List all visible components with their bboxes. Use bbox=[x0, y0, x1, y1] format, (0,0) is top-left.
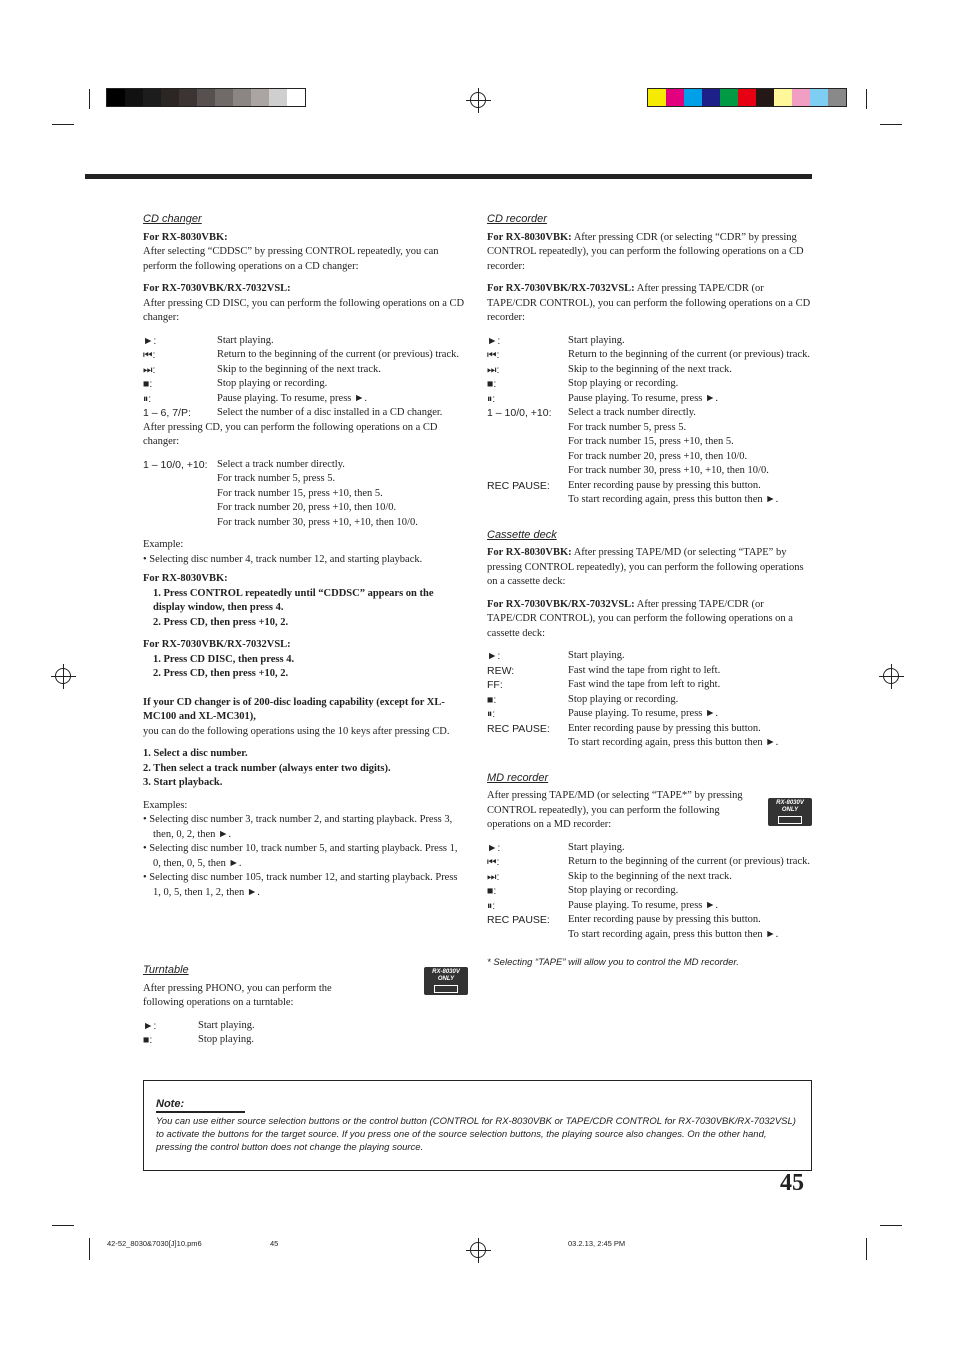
operation-row bbox=[143, 1033, 468, 1048]
text-line: To start recording again, press this button then ►. bbox=[568, 737, 779, 748]
color-swatch bbox=[684, 89, 702, 106]
procedure-steps bbox=[143, 747, 468, 791]
operation-row bbox=[487, 899, 812, 914]
key-label: ⏸: bbox=[487, 708, 496, 720]
procedure-step: 2. Press CD, then press +10, 2. bbox=[153, 616, 289, 628]
cassette-paragraph: For RX-7030VBK/RX-7032VSL: After pressing TAPE/CDR (or TAPE/CDR CONTROL), you can perform the following operations on a cassette deck: bbox=[487, 598, 793, 639]
procedure-heading: For RX-8030VBK: bbox=[143, 573, 228, 584]
text-line: For track number 20, press +10, then 10/0. bbox=[568, 450, 748, 462]
cd-changer-paragraph: After pressing CD DISC, you can perform the following operations on a CD changer: bbox=[143, 297, 465, 323]
operation-row bbox=[143, 363, 468, 378]
color-swatch bbox=[666, 89, 684, 106]
operation-row bbox=[487, 334, 812, 349]
turntable-operations bbox=[143, 1019, 468, 1048]
key-label: ⏸: bbox=[487, 899, 496, 912]
right-column bbox=[487, 212, 812, 971]
key-description: Return to the beginning of the current (or previous) track. bbox=[217, 349, 460, 360]
color-swatch bbox=[756, 89, 774, 106]
registration-mark-icon bbox=[883, 668, 899, 684]
operation-row bbox=[487, 870, 812, 885]
examples-list bbox=[143, 813, 468, 900]
cd-recorder-heading: CD recorder bbox=[487, 213, 547, 225]
key-description: Stop playing. bbox=[198, 1034, 255, 1045]
color-swatch bbox=[251, 89, 269, 106]
color-swatch bbox=[269, 89, 287, 106]
page-number: 45 bbox=[780, 1170, 804, 1196]
procedure-steps bbox=[143, 653, 468, 682]
registration-mark-icon bbox=[470, 1242, 486, 1258]
color-swatch bbox=[143, 89, 161, 106]
cd-changer-number-keys bbox=[143, 458, 468, 531]
procedure-heading: For RX-7030VBK/RX-7032VSL: bbox=[143, 639, 291, 650]
md-operations bbox=[487, 841, 812, 914]
note-title: Note: bbox=[156, 1098, 185, 1110]
text-line: Enter recording pause by pressing this button. bbox=[568, 722, 761, 734]
cd-recorder-paragraph: For RX-7030VBK/RX-7032VSL: After pressing TAPE/CDR (or TAPE/CDR CONTROL), you can perform the following operations on a CD recorder: bbox=[487, 283, 811, 323]
key-description: Fast wind the tape from left to right. bbox=[568, 679, 721, 690]
procedure-step: 1. Press CD DISC, then press 4. bbox=[153, 653, 295, 665]
operation-row bbox=[487, 693, 812, 708]
key-label: ■: bbox=[143, 378, 153, 390]
color-swatch bbox=[197, 89, 215, 106]
operation-row bbox=[487, 348, 812, 363]
key-description: Stop playing or recording. bbox=[568, 378, 679, 389]
text-line: For track number 30, press +10, +10, then 10/0. bbox=[217, 516, 418, 528]
example-item: • Selecting disc number 3, track number 2, and starting playback. Press 3, then, 0, 2, then ►. bbox=[143, 814, 453, 840]
crop-mark bbox=[866, 89, 867, 109]
operation-row bbox=[143, 377, 468, 392]
cd-changer-heading: CD changer bbox=[143, 213, 202, 225]
crop-mark bbox=[52, 1225, 74, 1226]
key-description: Start playing. bbox=[198, 1019, 255, 1031]
operation-row bbox=[487, 363, 812, 378]
key-label: ⏭: bbox=[143, 363, 156, 376]
key-description: Skip to the beginning of the next track. bbox=[568, 870, 732, 882]
key-description: Pause playing. To resume, press ►. bbox=[217, 392, 368, 404]
cd-recorder-operations bbox=[487, 334, 812, 407]
color-swatch bbox=[161, 89, 179, 106]
operation-row bbox=[487, 649, 812, 664]
operation-row bbox=[487, 707, 812, 722]
cd-changer-model-heading: For RX-7030VBK/RX-7032VSL: bbox=[143, 283, 291, 294]
footer-page: 45 bbox=[270, 1239, 279, 1248]
operation-row bbox=[487, 664, 812, 679]
procedure-step: 2. Press CD, then press +10, 2. bbox=[153, 668, 289, 679]
key-description: Select the number of a disc installed in a CD changer. bbox=[217, 407, 443, 418]
key-label: 1 – 6, 7/P: bbox=[143, 407, 191, 419]
text-line: Enter recording pause by pressing this button. bbox=[568, 914, 761, 925]
color-swatch bbox=[720, 89, 738, 106]
header-rule bbox=[85, 174, 812, 179]
md-rec-pause: REC PAUSE: Enter recording pause by pressing this button. To start recording again, press this button then ►. bbox=[487, 913, 812, 942]
procedure-step: 3. Start playback. bbox=[143, 777, 223, 788]
footer-file: 42-52_8030&7030[J]10.pm6 bbox=[107, 1239, 202, 1248]
crop-mark bbox=[52, 124, 74, 125]
key-label: ⏸: bbox=[487, 392, 496, 405]
example-item: • Selecting disc number 105, track number 12, and starting playback. Press 1, 0, 5, then 1, 2, then ►. bbox=[143, 872, 458, 898]
crop-mark bbox=[880, 124, 902, 125]
key-label: ⏮: bbox=[487, 349, 500, 361]
registration-mark-icon bbox=[470, 92, 486, 108]
text-line: To start recording again, press this button then ►. bbox=[568, 928, 779, 940]
color-swatch bbox=[702, 89, 720, 106]
key-label: ⏸: bbox=[143, 392, 152, 405]
key-label: 1 – 10/0, +10: bbox=[143, 458, 208, 471]
color-bars-right bbox=[647, 88, 847, 107]
key-label: ■: bbox=[487, 693, 497, 706]
note-underline bbox=[156, 1111, 245, 1113]
examples-label: Examples: bbox=[143, 799, 188, 811]
operation-row bbox=[143, 348, 468, 363]
color-swatch bbox=[215, 89, 233, 106]
text-line: For track number 30, press +10, +10, then 10/0. bbox=[568, 465, 769, 476]
procedure-step: 2. Then select a track number (always enter two digits). bbox=[143, 762, 391, 774]
key-description: Pause playing. To resume, press ►. bbox=[568, 708, 719, 719]
cd-changer-model-heading: For RX-8030VBK: bbox=[143, 231, 228, 243]
key-description bbox=[217, 458, 468, 531]
key-label: ⏭: bbox=[487, 870, 500, 883]
rx-8030v-only-badge: RX-8030V ONLY bbox=[768, 798, 812, 826]
text-line: For track number 20, press +10, then 10/0. bbox=[217, 502, 397, 513]
key-label: ■: bbox=[143, 1034, 153, 1046]
md-footnote: * Selecting “TAPE” will allow you to control the MD recorder. bbox=[487, 957, 739, 968]
operation-row bbox=[143, 1019, 468, 1034]
key-description: Start playing. bbox=[568, 334, 625, 346]
key-description: Pause playing. To resume, press ►. bbox=[568, 392, 719, 404]
key-description: Start playing. bbox=[217, 334, 274, 346]
text-line: For track number 5, press 5. bbox=[217, 473, 336, 484]
key-description: Start playing. bbox=[568, 650, 625, 661]
note-text: You can use either source selection buttons or the control button (CONTROL for RX-8030VBK or TAPE/CDR CONTROL for RX-7030VBK/RX-7032VSL) to activate the buttons for the target source. If you press one of the source selection buttons, the playing source also changes. On the other hand, pressing the control button does not change the playing source. bbox=[156, 1116, 796, 1153]
operation-row bbox=[143, 334, 468, 349]
color-swatch bbox=[792, 89, 810, 106]
key-description: Return to the beginning of the current (or previous) track. bbox=[568, 349, 811, 360]
turntable-paragraph: After pressing PHONO, you can perform the following operations on a turntable: bbox=[143, 982, 332, 1008]
key-label: ■: bbox=[487, 378, 497, 390]
key-label: ►: bbox=[143, 1019, 157, 1032]
cassette-rec-pause: REC PAUSE: Enter recording pause by pressing this button. To start recording again, press this button then ►. bbox=[487, 722, 812, 751]
cd-changer-200-heading: If your CD changer is of 200-disc loading capability (except for XL-MC100 and XL-MC301), bbox=[143, 696, 445, 722]
color-bars-left bbox=[106, 88, 306, 107]
cd-changer-paragraph: you can do the following operations using the 10 keys after pressing CD. bbox=[143, 725, 450, 737]
md-recorder-heading: MD recorder bbox=[487, 771, 549, 784]
color-swatch bbox=[107, 89, 125, 106]
cd-recorder-rec-pause: REC PAUSE: Enter recording pause by pressing this button. To start recording again, press this button then ►. bbox=[487, 479, 812, 508]
key-description: Skip to the beginning of the next track. bbox=[217, 363, 381, 375]
registration-mark-icon bbox=[55, 668, 71, 684]
key-description: Stop playing or recording. bbox=[217, 378, 328, 389]
key-description: Start playing. bbox=[568, 841, 625, 853]
procedure-steps bbox=[143, 587, 468, 631]
turntable-section bbox=[143, 963, 468, 1048]
procedure-step: 1. Press CONTROL repeatedly until “CDDSC” appears on the display window, then press 4. bbox=[153, 587, 434, 613]
color-swatch bbox=[125, 89, 143, 106]
example-item: • Selecting disc number 10, track number 5, and starting playback. Press 1, 0, then, 0, 5, then ►. bbox=[143, 843, 458, 869]
color-swatch bbox=[179, 89, 197, 106]
cd-recorder-number-keys: 1 – 10/0, +10: Select a track number directly. For track number 5, press 5. For track number 15, press +10, then 5. For track number 20, press +10, then 10/0. For track number 30, press +10, +10, then 10/0. bbox=[487, 406, 812, 479]
color-swatch bbox=[828, 89, 846, 106]
key-label: ►: bbox=[143, 334, 157, 347]
text-line: For track number 15, press +10, then 5. bbox=[217, 487, 383, 499]
key-description: Stop playing or recording. bbox=[568, 693, 679, 705]
cd-changer-paragraph: After selecting “CDDSC” by pressing CONTROL repeatedly, you can perform the following operations on a CD changer: bbox=[143, 246, 439, 272]
rx-8030v-only-badge: RX-8030V ONLY bbox=[424, 967, 468, 995]
color-swatch bbox=[648, 89, 666, 106]
cassette-operations bbox=[487, 649, 812, 722]
text-line: To start recording again, press this button then ►. bbox=[568, 494, 779, 505]
text-line: For track number 15, press +10, then 5. bbox=[568, 436, 734, 447]
turntable-heading: Turntable bbox=[143, 964, 189, 976]
key-label: ⏮: bbox=[487, 856, 500, 868]
color-swatch bbox=[810, 89, 828, 106]
operation-row bbox=[487, 884, 812, 899]
text-line: Enter recording pause by pressing this button. bbox=[568, 479, 761, 491]
text-line: For track number 5, press 5. bbox=[568, 421, 687, 433]
operation-row bbox=[143, 406, 468, 421]
note-box bbox=[143, 1080, 812, 1171]
color-swatch bbox=[233, 89, 251, 106]
operation-row bbox=[487, 855, 812, 870]
operation-row bbox=[487, 678, 812, 693]
key-label: ⏭: bbox=[487, 363, 500, 376]
key-label: REW: bbox=[487, 664, 515, 677]
key-label: ■: bbox=[487, 885, 497, 897]
crop-mark bbox=[880, 1225, 902, 1226]
md-paragraph: After pressing TAPE/MD (or selecting “TAPE*” by pressing CONTROL repeatedly), you can perform the following operations on a MD recorder: bbox=[487, 790, 743, 830]
operation-row bbox=[487, 841, 812, 856]
text-line: Select a track number directly. bbox=[217, 458, 345, 470]
left-column bbox=[143, 212, 468, 900]
example-item: • Selecting disc number 4, track number 12, and starting playback. bbox=[143, 553, 423, 565]
crop-mark bbox=[89, 1238, 90, 1260]
color-swatch bbox=[287, 89, 305, 106]
key-description: Fast wind the tape from right to left. bbox=[568, 664, 721, 676]
example-label: Example: bbox=[143, 539, 184, 550]
color-swatch bbox=[774, 89, 792, 106]
key-description: Pause playing. To resume, press ►. bbox=[568, 899, 719, 911]
color-swatch bbox=[738, 89, 756, 106]
key-label: ►: bbox=[487, 841, 501, 854]
cassette-deck-heading: Cassette deck bbox=[487, 528, 557, 541]
cd-changer-paragraph: After pressing CD, you can perform the following operations on a CD changer: bbox=[143, 421, 438, 447]
cd-changer-operations bbox=[143, 334, 468, 421]
key-label: ⏮: bbox=[143, 349, 156, 361]
text-line: Select a track number directly. bbox=[568, 407, 696, 418]
operation-row bbox=[143, 392, 468, 407]
procedure-step: 1. Select a disc number. bbox=[143, 748, 248, 759]
cassette-paragraph: For RX-8030VBK: After pressing TAPE/MD (or selecting “TAPE” by pressing CONTROL repeatedly), you can perform the following operations on a cassette deck: bbox=[487, 547, 804, 587]
crop-mark bbox=[89, 89, 90, 109]
key-label: ►: bbox=[487, 334, 501, 347]
key-label: ►: bbox=[487, 650, 501, 662]
operation-row bbox=[487, 392, 812, 407]
key-label: FF: bbox=[487, 679, 503, 691]
key-description: Stop playing or recording. bbox=[568, 885, 679, 896]
cd-recorder-paragraph: For RX-8030VBK: After pressing CDR (or selecting “CDR” by pressing CONTROL repeatedly), you can perform the following operations on a CD recorder: bbox=[487, 231, 804, 272]
operation-row bbox=[487, 377, 812, 392]
footer-timestamp: 03.2.13, 2:45 PM bbox=[568, 1239, 626, 1248]
crop-mark bbox=[866, 1238, 867, 1260]
key-description: Skip to the beginning of the next track. bbox=[568, 363, 732, 375]
key-description: Return to the beginning of the current (or previous) track. bbox=[568, 856, 811, 867]
